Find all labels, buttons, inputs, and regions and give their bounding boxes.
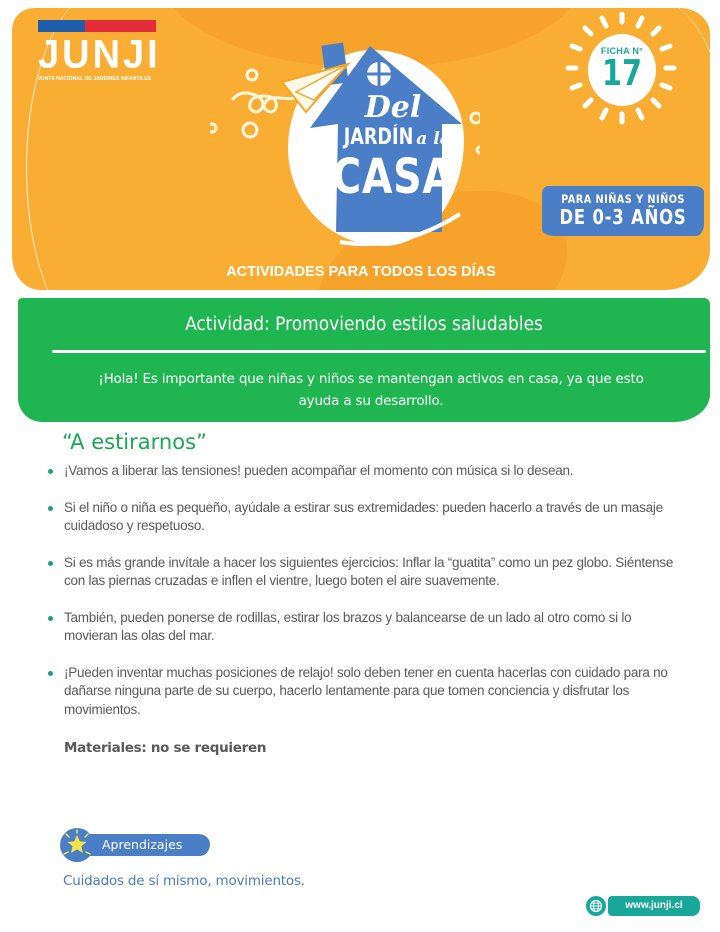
- logo-subtitle: JUNTA NACIONAL DE JARDINES INFANTILES: [38, 76, 152, 82]
- list-item: Si el niño o niña es pequeño, ayúdale a estirar sus extremidades: pueden hacerlo a través de un masaje cuidadoso y respetuoso.: [46, 499, 676, 536]
- program-logo: [210, 20, 480, 250]
- list-item: ¡Pueden inventar muchas posiciones de relajo! solo deben tener en cuenta hacerlas con cuidado para no dañarse ninguna parte de su cuerpo, hacerlo lentamente para que tomen conciencia y disfrutar los movimientos.: [46, 664, 676, 720]
- learning-text: Cuidados de sí mismo, movimientos.: [63, 873, 305, 889]
- bullet-icon: [48, 469, 53, 474]
- learning-badge: [60, 828, 212, 862]
- age-range-badge: [542, 186, 704, 236]
- instruction-list: [46, 462, 676, 737]
- globe-icon: [586, 896, 606, 916]
- activity-intro: ¡Hola! Es importante que niñas y niños se mantengan activos en casa, ya que esto ayuda a su desarrollo.: [98, 371, 644, 409]
- bullet-icon: [48, 561, 53, 566]
- junji-logo: [38, 20, 161, 82]
- program-title: Del JARDÍN a la CASA: [332, 90, 454, 205]
- chile-flag-stripe: [38, 20, 156, 32]
- star-icon: [60, 828, 94, 862]
- list-item: ¡Vamos a liberar las tensiones! pueden acompañar el momento con música si lo desean.: [46, 462, 676, 481]
- section-title: “A estirarnos”: [62, 430, 207, 454]
- ficha-badge: [562, 12, 682, 132]
- age-line-1: PARA NIÑAS Y NIÑOS: [561, 192, 685, 206]
- divider: [52, 350, 706, 353]
- logo-name: JUNJI: [38, 32, 161, 78]
- bullet-icon: [48, 616, 53, 621]
- age-line-2: DE 0-3 AÑOS: [559, 205, 687, 229]
- website-link[interactable]: [586, 896, 710, 918]
- ficha-label: FICHA N°: [600, 46, 644, 56]
- activity-title: Actividad: Promoviendo estilos saludables: [185, 314, 543, 335]
- activity-box: [18, 298, 710, 422]
- website-url[interactable]: www.junji.cl: [608, 896, 700, 916]
- bullet-icon: [48, 506, 53, 511]
- list-item: También, pueden ponerse de rodillas, estirar los brazos y balancearse de un lado al otro como si lo movieran las olas del mar.: [46, 609, 676, 646]
- materials-note: Materiales: no se requieren: [64, 740, 267, 756]
- ficha-number: 17: [601, 53, 643, 94]
- list-item: Si es más grande invítale a hacer los siguientes ejercicios: Inflar la “guatita” como un pez globo. Siéntense con las piernas cruzadas e inflen el vientre, luego boten el aire suavemente.: [46, 554, 676, 591]
- learning-label: Aprendizajes: [102, 837, 183, 852]
- tagline: ACTIVIDADES PARA TODOS LOS DÍAS: [226, 264, 496, 280]
- bullet-icon: [48, 671, 53, 676]
- ficha-circle: [588, 34, 656, 106]
